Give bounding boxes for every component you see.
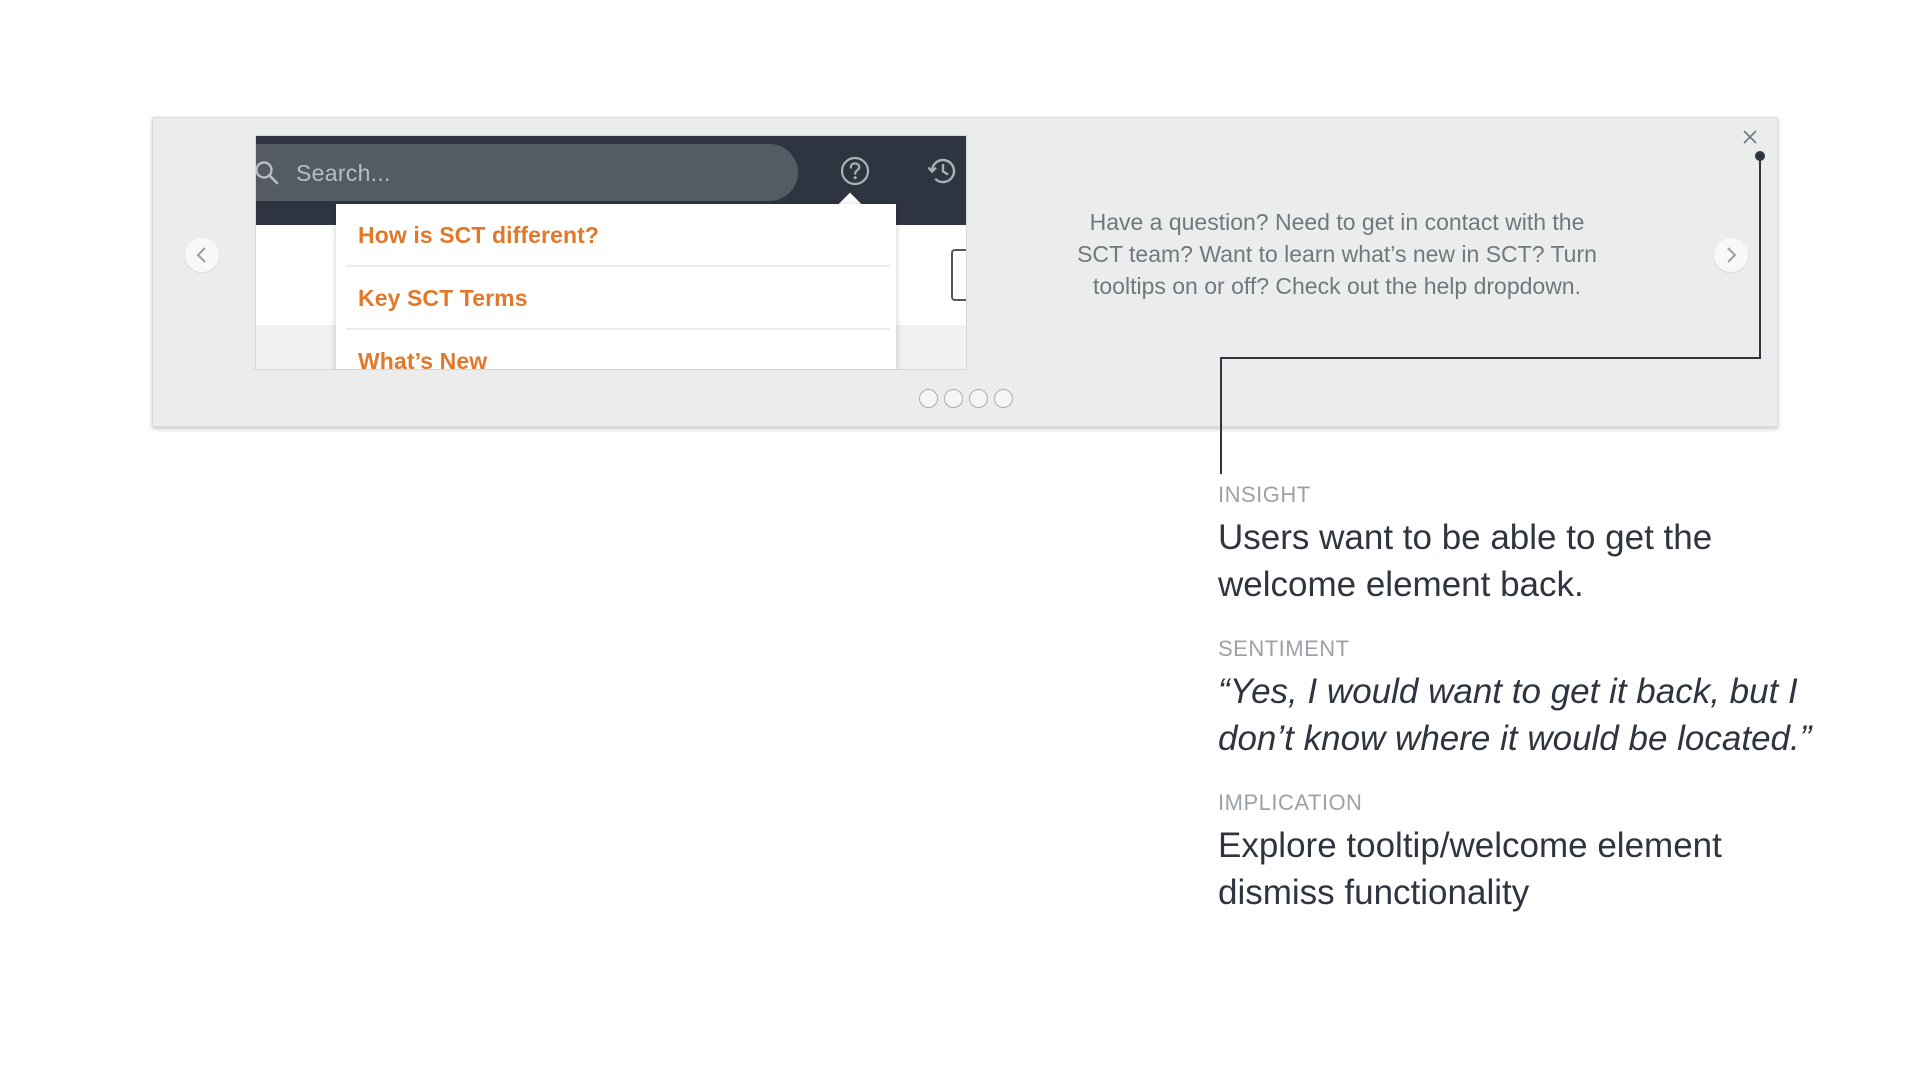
sentiment-label: SENTIMENT: [1218, 636, 1350, 661]
research-notes: [1218, 482, 1818, 944]
help-item-sct-different[interactable]: How is SCT different?: [346, 204, 890, 267]
preview-search-bar: [255, 144, 798, 201]
close-icon: [1742, 129, 1758, 145]
welcome-banner: [152, 117, 1778, 427]
carousel-dot-2[interactable]: [944, 389, 963, 408]
carousel-dot-3[interactable]: [969, 389, 988, 408]
sentiment-quote: “Yes, I would want to get it back, but I don’t know where it would be located.”: [1218, 672, 1812, 758]
carousel-next-button[interactable]: [1714, 238, 1748, 272]
chevron-right-icon: [1724, 246, 1738, 264]
carousel-dot-1[interactable]: [919, 389, 938, 408]
preview-search-placeholder: Search...: [296, 160, 391, 186]
carousel-prev-button[interactable]: [185, 238, 219, 272]
help-dropdown-preview: [255, 135, 967, 370]
help-dropdown-menu: [336, 204, 896, 370]
history-icon: [926, 154, 960, 188]
preview-input-edge: [951, 249, 967, 301]
search-icon: [255, 160, 280, 186]
chevron-left-icon: [195, 246, 209, 264]
help-item-key-terms[interactable]: Key SCT Terms: [346, 267, 890, 330]
insight-text: Users want to be able to get the welcome element back.: [1218, 518, 1713, 604]
implication-label: IMPLICATION: [1218, 790, 1363, 815]
carousel-pagination: [919, 389, 1013, 409]
help-circle-icon: [840, 156, 870, 186]
help-item-whats-new[interactable]: What’s New: [358, 348, 488, 370]
close-button[interactable]: [1739, 126, 1761, 148]
implication-text: Explore tooltip/welcome element dismiss functionality: [1218, 826, 1722, 912]
carousel-dot-4[interactable]: [994, 389, 1013, 408]
banner-description: Have a question? Need to get in contact with the SCT team? Want to learn what’s new in SCT? Turn tooltips on or off? Check out the help dropdown.: [1077, 209, 1597, 299]
insight-label: INSIGHT: [1218, 482, 1311, 507]
